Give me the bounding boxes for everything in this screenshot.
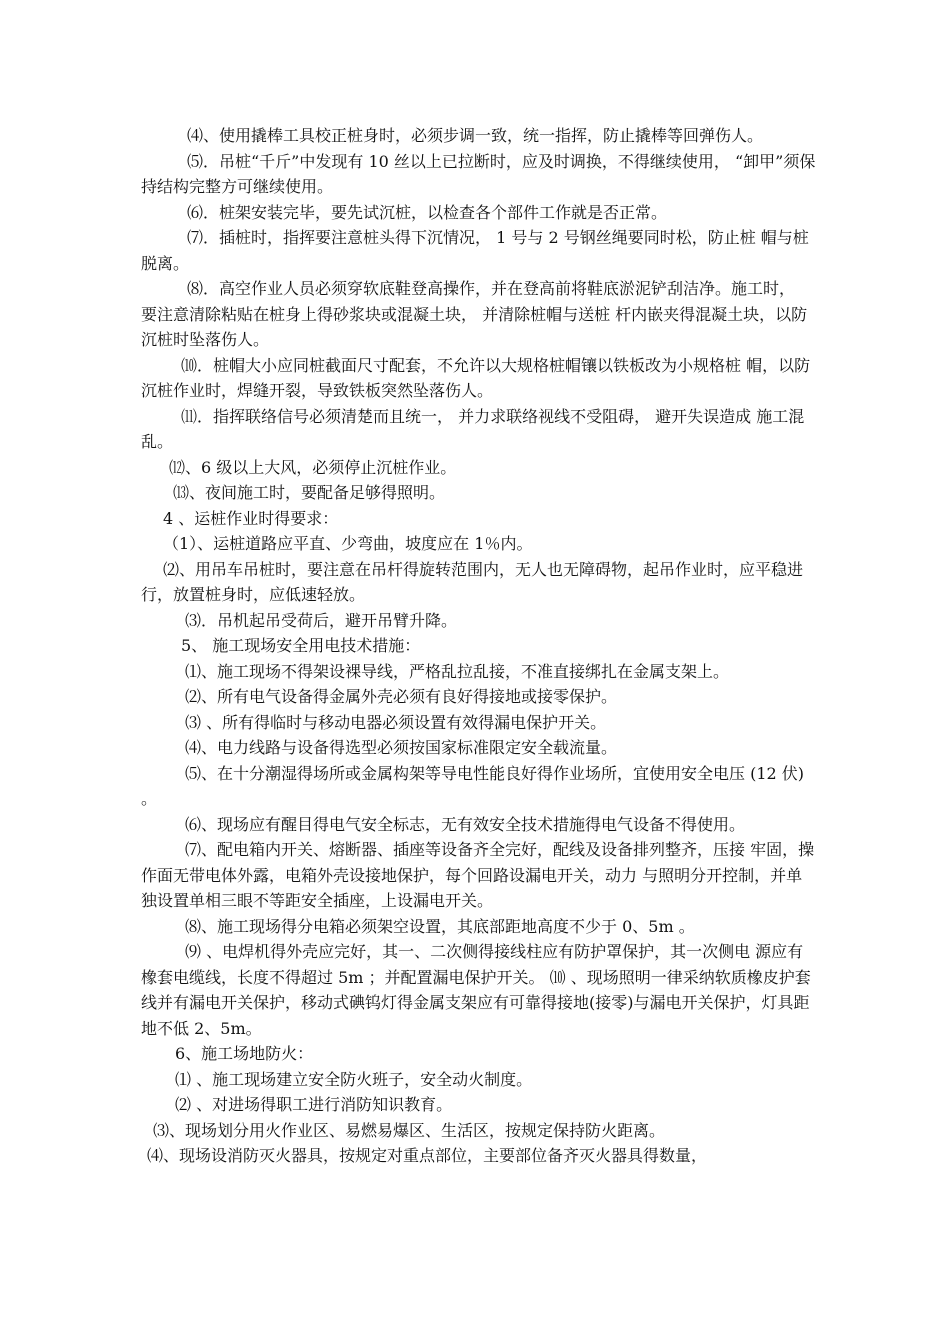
paragraph-welder: ⑼ 、电焊机得外壳应完好，其一、二次侧得接线柱应有防护罩保护，其一次侧电 源应有橡套电缆线，长度不得超过 5m ；并配置漏电保护开关。 ⑽ 、现场照明一律采纳软质橡皮护套线并有漏电开关保护，移动式碘钨灯得金属支架应有可靠得接地(接零)与漏电开关保护，灯具距地不低 2、5m。 <box>141 942 811 1038</box>
section-heading-electrical: 5、 施工现场安全用电技术措施： <box>181 636 421 655</box>
paragraph-pry-bar: ⑷、使用撬棒工具校正桩身时，必须步调一致，统一指挥，防止撬棒等回弹伤人。 <box>187 126 764 145</box>
paragraph-pile-frame-test: ⑹．桩架安装完毕，要先试沉桩，以检查各个部件工作就是否正常。 <box>187 202 668 222</box>
section-heading-transport: 4 、运桩作业时得要求： <box>163 508 339 528</box>
paragraph-sub-box-height: ⑻、施工现场得分电箱必须架空设置，其底部距地高度不少于 0、5m 。 <box>185 916 695 936</box>
paragraph-pile-insert: ⑺．插桩时，指挥要注意桩头得下沉情况， 1 号与 2 号钢丝绳要同时松，防止桩 帽与桩脱离。 <box>141 228 809 273</box>
paragraph-safe-voltage: ⑸、在十分潮湿得场所或金属构架等导电性能良好得作业场所，宜使用安全电压 (12 伏) 。 <box>141 763 805 808</box>
paragraph-crane-load: ⑶．吊机起吊受荷后，避开吊臂升降。 <box>185 610 458 630</box>
document-body <box>141 123 816 1169</box>
paragraph-current-capacity: ⑷、电力线路与设备得选型必须按国家标准限定安全载流量。 <box>185 738 618 757</box>
paragraph-night-work: ⒀、夜间施工时，要配备足够得照明。 <box>173 483 446 502</box>
paragraph-fire-team: ⑴ 、施工现场建立安全防火班子，安全动火制度。 <box>175 1069 533 1089</box>
paragraph-height-work: ⑻．高空作业人员必须穿软底鞋登高操作，并在登高前将鞋底淤泥铲刮洁净。施工时， 要注意清除粘贴在桩身上得砂浆块或混凝土块， 并清除桩帽与送桩 杆内嵌夹得混凝土块，以防沉桩时坠落伤人。 <box>141 279 808 349</box>
paragraph-transport-road: （1）、运桩道路应平直、少弯曲，坡度应在 1％内。 <box>163 534 533 553</box>
paragraph-safety-signs: ⑹、现场应有醒目得电气安全标志，无有效安全技术措施得电气设备不得使用。 <box>185 814 746 834</box>
paragraph-no-bare-wires: ⑴、施工现场不得架设裸导线，严格乱拉乱接，不准直接绑扎在金属支架上。 <box>185 661 730 681</box>
paragraph-grounding: ⑵、所有电气设备得金属外壳必须有良好得接地或接零保护。 <box>185 687 618 706</box>
paragraph-sling-wire: ⑸．吊桩“千斤”中发现有 10 丝以上已拉断时，应及时调换，不得继续使用， “卸甲”须保持结构完整方可继续使用。 <box>141 151 816 196</box>
paragraph-fire-zones: ⑶、现场划分用火作业区、易燃易爆区、生活区，按规定保持防火距离。 <box>153 1120 666 1140</box>
paragraph-signals: ⑾．指挥联络信号必须清楚而且统一， 并力求联络视线不受阻碍， 避开失误造成 施工混乱。 <box>141 406 805 451</box>
paragraph-fire-equipment: ⑷、现场设消防灭火器具，按规定对重点部位，主要部位备齐灭火器具得数量， <box>147 1146 708 1165</box>
paragraph-fire-education: ⑵ 、对进场得职工进行消防知识教育。 <box>175 1095 453 1114</box>
paragraph-pile-cap: ⑽．桩帽大小应同桩截面尺寸配套，不允许以大规格桩帽镶以铁板改为小规格桩 帽，以防沉桩作业时，焊缝开裂，导致铁板突然坠落伤人。 <box>141 355 811 400</box>
paragraph-leakage-switch: ⑶ 、所有得临时与移动电器必须设置有效得漏电保护开关。 <box>185 712 607 732</box>
section-heading-fire: 6、施工场地防火： <box>175 1044 314 1063</box>
paragraph-crane-lift: ⑵、用吊车吊桩时，要注意在吊杆得旋转范围内，无人也无障碍物，起吊作业时，应平稳进行，放置桩身时，应低速轻放。 <box>141 559 804 604</box>
paragraph-distribution-box: ⑺、配电箱内开关、熔断器、插座等设备齐全完好，配线及设备排列整齐，压接 牢固，操作面无带电体外露，电箱外壳设接地保护，每个回路设漏电开关，动力 与照明分开控制，并单独设置单相三眼不等距安全插座，上设漏电开关。 <box>141 840 815 910</box>
paragraph-wind: ⑿、6 级以上大风，必须停止沉桩作业。 <box>169 457 457 477</box>
